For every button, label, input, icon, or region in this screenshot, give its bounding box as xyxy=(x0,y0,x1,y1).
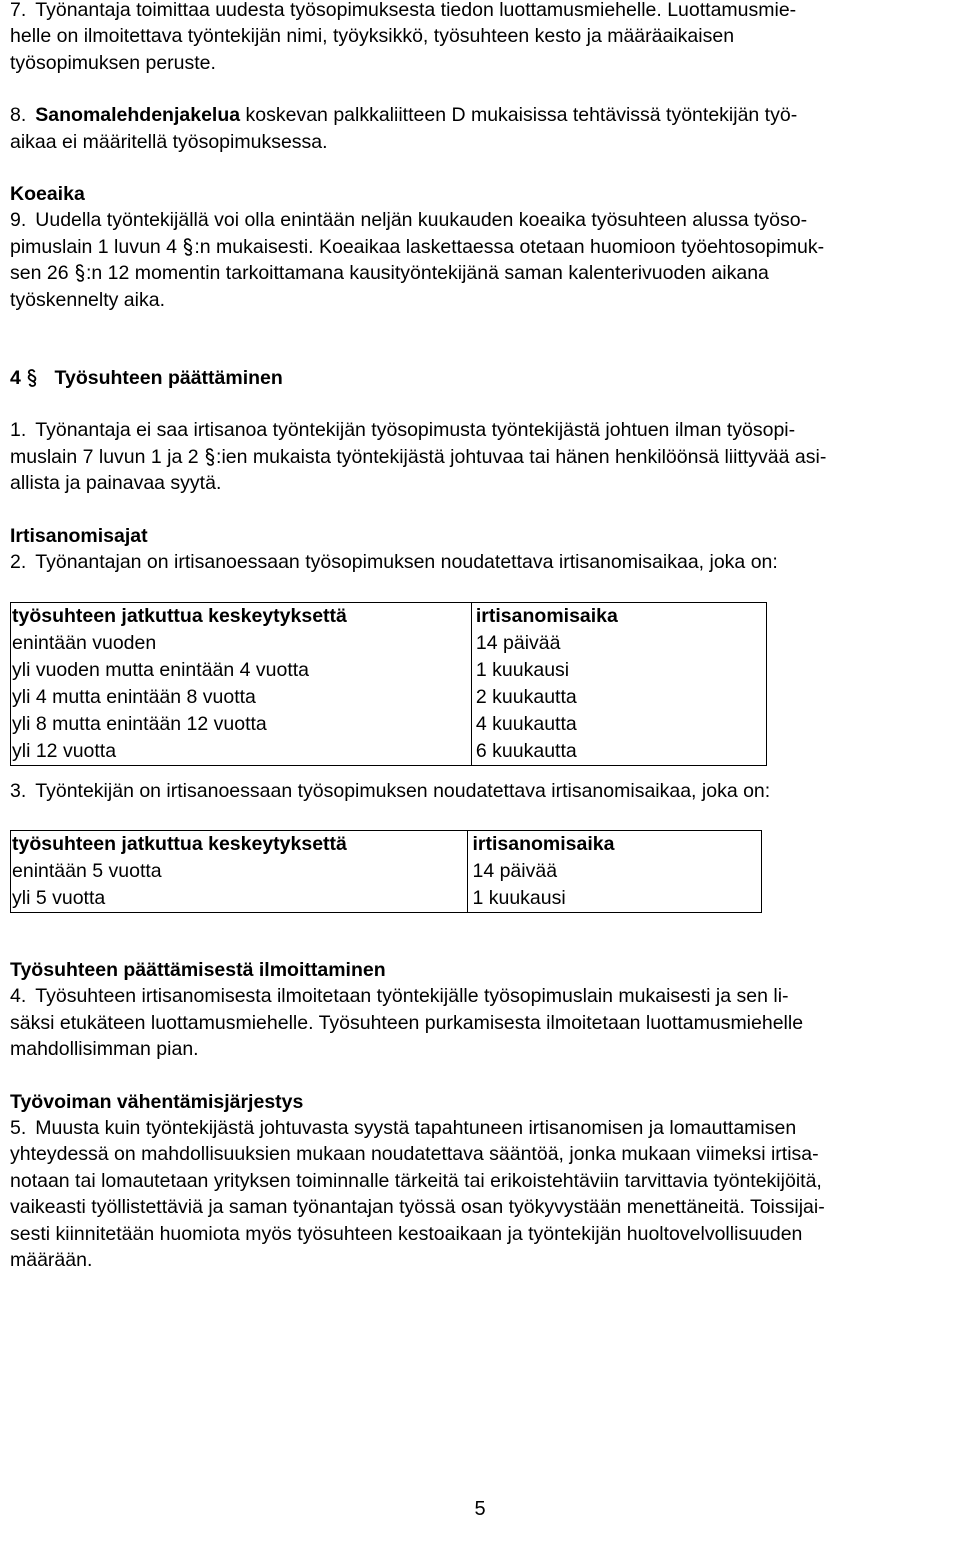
table-cell: 14 päivää xyxy=(471,630,766,657)
table-cell: 1 kuukausi xyxy=(468,885,762,913)
section-sign-icon xyxy=(182,237,194,253)
item-number: 4. xyxy=(10,985,27,1008)
item-text-line: säksi etukäteen luottamusmiehelle. Työsuhteen purkamisesta ilmoitetaan luottamusmiehelle xyxy=(10,1011,804,1034)
item-text-line: sesti kiinnitetään huomiota myös työsuhteen kestoaikaan ja työntekijän huoltovelvollisuuden xyxy=(10,1222,803,1245)
item-text-line: Uudella työntekijällä voi olla enintään neljän kuukauden koeaika työsuhteen alussa työso- xyxy=(35,209,808,232)
item-number: 2. xyxy=(10,551,27,574)
item-text-line: :n 12 momentin tarkoittamana kausityöntekijänä saman kalenterivuoden aikana xyxy=(85,262,769,285)
table-row xyxy=(11,858,762,885)
item-text-line: työskennelty aika. xyxy=(10,288,166,311)
table-row xyxy=(11,630,767,657)
page-number: 5 xyxy=(474,1498,486,1520)
table-header-row xyxy=(11,602,767,630)
table-header-cell: irtisanomisaika xyxy=(471,602,766,630)
table-cell: yli 4 mutta enintään 8 vuotta xyxy=(12,686,256,708)
section-sign-icon xyxy=(74,263,86,279)
item-text-line: :ien mukaista työntekijästä johtuvaa tai hänen henkilöönsä liittyvää asi- xyxy=(216,445,827,468)
section-name: Työsuhteen päättäminen xyxy=(54,367,283,390)
bold-term: Sanomalehdenjakelua xyxy=(35,104,241,127)
heading-koeaika: Koeaika xyxy=(10,183,85,206)
paragraph-item-5 xyxy=(10,1115,952,1273)
table-cell: 4 kuukautta xyxy=(471,711,766,738)
item-text-line: muslain 7 luvun 1 ja 2 xyxy=(10,445,199,468)
table-cell: 1 kuukausi xyxy=(471,657,766,684)
table-cell: yli 12 vuotta xyxy=(12,740,117,762)
item-text-line: Työntekijän on irtisanoessaan työsopimuksen noudatettava irtisanomisaikaa, joka on: xyxy=(35,779,771,802)
item-text-line: Työsuhteen irtisanomisesta ilmoitetaan työntekijälle työsopimuslain mukaisesti ja sen li- xyxy=(35,985,789,1008)
item-text-line: Työnantaja toimittaa uudesta työsopimuksesta tiedon luottamusmiehelle. Luottamusmie- xyxy=(35,0,797,21)
table-cell: 14 päivää xyxy=(468,858,762,885)
table-header-cell: irtisanomisaika xyxy=(468,830,762,858)
item-text-line: koskevan palkkaliitteen D mukaisissa tehtävissä työntekijän työ- xyxy=(245,104,798,127)
item-text-line: Muusta kuin työntekijästä johtuvasta syystä tapahtuneen irtisanomisen ja lomauttamisen xyxy=(35,1116,797,1139)
heading-ilmoittaminen: Työsuhteen päättämisestä ilmoittaminen xyxy=(10,958,386,981)
item-text-line: työsopimuksen peruste. xyxy=(10,51,216,74)
table-header-cell: työsuhteen jatkuttua keskeytyksettä xyxy=(12,605,347,627)
table-cell: yli 5 vuotta xyxy=(12,887,106,910)
item-text-line: vaikeasti työllistettäviä ja saman työnantajan työssä osan työkyvystään menettäneitä. Toissijai- xyxy=(10,1196,825,1219)
item-number: 7. xyxy=(10,0,27,21)
item-text-line: helle on ilmoitettava työntekijän nimi, työyksikkö, työsuhteen kesto ja määräaikaisen xyxy=(10,25,735,48)
paragraph-item-2 xyxy=(10,549,952,575)
item-text-line: mahdollisimman pian. xyxy=(10,1038,199,1061)
item-text-line: Työnantajan on irtisanoessaan työsopimuksen noudatettava irtisanomisaikaa, joka on: xyxy=(35,551,778,574)
section-sign-icon xyxy=(204,447,216,463)
paragraph-item-1 xyxy=(10,417,952,496)
paragraph-item-8 xyxy=(10,102,952,155)
table-cell: 2 kuukautta xyxy=(471,684,766,711)
table-row xyxy=(11,738,767,766)
notice-period-table-employee xyxy=(10,830,762,913)
paragraph-item-9 xyxy=(10,207,952,313)
item-text-line: sen 26 xyxy=(10,262,69,285)
paragraph-item-7 xyxy=(10,0,952,76)
item-number: 5. xyxy=(10,1116,27,1139)
notice-period-table-employer xyxy=(10,602,767,766)
item-text-line: allista ja painavaa syytä. xyxy=(10,472,222,495)
item-text-line: pimuslain 1 luvun 4 xyxy=(10,235,177,258)
table-cell: enintään 5 vuotta xyxy=(12,860,162,883)
table-cell: yli 8 mutta enintään 12 vuotta xyxy=(12,713,267,735)
table-row xyxy=(11,684,767,711)
table-row xyxy=(11,711,767,738)
table-header-cell: työsuhteen jatkuttua keskeytyksettä xyxy=(12,833,347,856)
table-cell: enintään vuoden xyxy=(12,632,157,654)
item-text-line: :n mukaisesti. Koeaikaa laskettaessa otetaan huomioon työehtosopimuk- xyxy=(194,235,825,258)
item-text-line: Työnantaja ei saa irtisanoa työntekijän työsopimusta työntekijästä johtuen ilman työsopi- xyxy=(35,419,796,442)
item-text-line: notaan tai lomautetaan yrityksen toiminnalle tärkeitä tai erikoistehtäviin tarvittavia työntekijöitä, xyxy=(10,1169,822,1192)
item-number: 9. xyxy=(10,209,27,232)
table-row xyxy=(11,885,762,913)
heading-irtisanomisajat: Irtisanomisajat xyxy=(10,524,148,547)
paragraph-item-3 xyxy=(10,778,952,804)
section-sign-icon xyxy=(26,368,38,384)
table-row xyxy=(11,657,767,684)
heading-vahentamisjarjestys: Työvoiman vähentämisjärjestys xyxy=(10,1090,304,1113)
item-number: 1. xyxy=(10,419,27,442)
table-cell: 6 kuukautta xyxy=(471,738,766,766)
table-header-row xyxy=(11,830,762,858)
item-text-line: yhteydessä on mahdollisuuksien mukaan noudatettava sääntöä, jonka mukaan viimeksi irtisa- xyxy=(10,1143,819,1166)
item-text-line: määrään. xyxy=(10,1248,93,1271)
paragraph-item-4 xyxy=(10,983,952,1062)
section-number: 4 xyxy=(10,367,21,390)
table-cell: yli vuoden mutta enintään 4 vuotta xyxy=(12,659,310,681)
item-text-line: aikaa ei määritellä työsopimuksessa. xyxy=(10,130,328,153)
item-number: 8. xyxy=(10,104,27,127)
document-page xyxy=(10,0,952,1273)
section-title xyxy=(10,365,952,391)
item-number: 3. xyxy=(10,779,27,802)
